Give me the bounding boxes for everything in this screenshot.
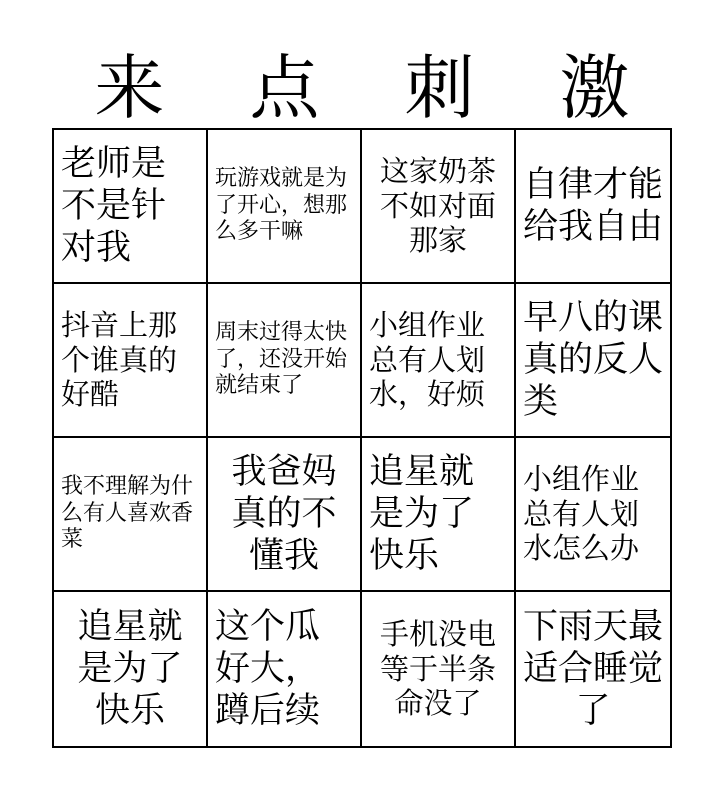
bingo-cell-label: 下雨天最适合睡觉了 — [523, 607, 664, 731]
bingo-cell-label: 老师是不是针对我 — [61, 144, 167, 268]
bingo-cell[interactable] — [54, 130, 208, 284]
bingo-cell[interactable] — [208, 438, 362, 592]
bingo-cell-label: 追星就是为了快乐 — [369, 452, 475, 576]
bingo-cell-label: 玩游戏就是为了开心，想那么多干嘛 — [215, 166, 348, 245]
bingo-cell-label: 周末过得太快了，还没开始就结束了 — [215, 320, 348, 399]
title-char: 激 — [559, 47, 630, 129]
title-char: 刺 — [404, 47, 475, 129]
title-char: 来 — [94, 47, 165, 129]
bingo-cell[interactable] — [362, 130, 516, 284]
bingo-cell[interactable] — [208, 130, 362, 284]
bingo-cell-label: 自律才能给我自由 — [523, 165, 664, 247]
bingo-cell[interactable] — [54, 592, 208, 746]
bingo-cell-label: 这家奶茶不如对面那家 — [379, 153, 496, 258]
page-title — [52, 48, 672, 128]
bingo-grid — [52, 128, 672, 748]
bingo-cell-label: 小组作业总有人划水，好烦 — [369, 307, 486, 412]
bingo-cell[interactable] — [516, 284, 670, 438]
bingo-cell[interactable] — [362, 284, 516, 438]
bingo-cell-label: 抖音上那个谁真的好酷 — [61, 307, 178, 412]
bingo-cell[interactable] — [516, 592, 670, 746]
bingo-cell[interactable] — [54, 284, 208, 438]
bingo-cell[interactable] — [362, 438, 516, 592]
bingo-cell-label: 追星就是为了快乐 — [77, 607, 183, 731]
bingo-cell-label: 我爸妈真的不懂我 — [231, 452, 337, 576]
bingo-cell[interactable] — [362, 592, 516, 746]
bingo-cell[interactable] — [208, 284, 362, 438]
bingo-cell[interactable] — [208, 592, 362, 746]
bingo-cell-label: 早八的课真的反人类 — [523, 298, 664, 422]
bingo-cell-label: 这个瓜好大，蹲后续 — [215, 607, 321, 731]
bingo-cell[interactable] — [516, 438, 670, 592]
bingo-cell-label: 小组作业总有人划水怎么办 — [523, 461, 640, 566]
bingo-cell-label: 手机没电等于半条命没了 — [379, 616, 496, 721]
bingo-cell[interactable] — [516, 130, 670, 284]
bingo-cell[interactable] — [54, 438, 208, 592]
title-char: 点 — [249, 47, 320, 129]
bingo-cell-label: 我不理解为什么有人喜欢香菜 — [61, 474, 194, 553]
